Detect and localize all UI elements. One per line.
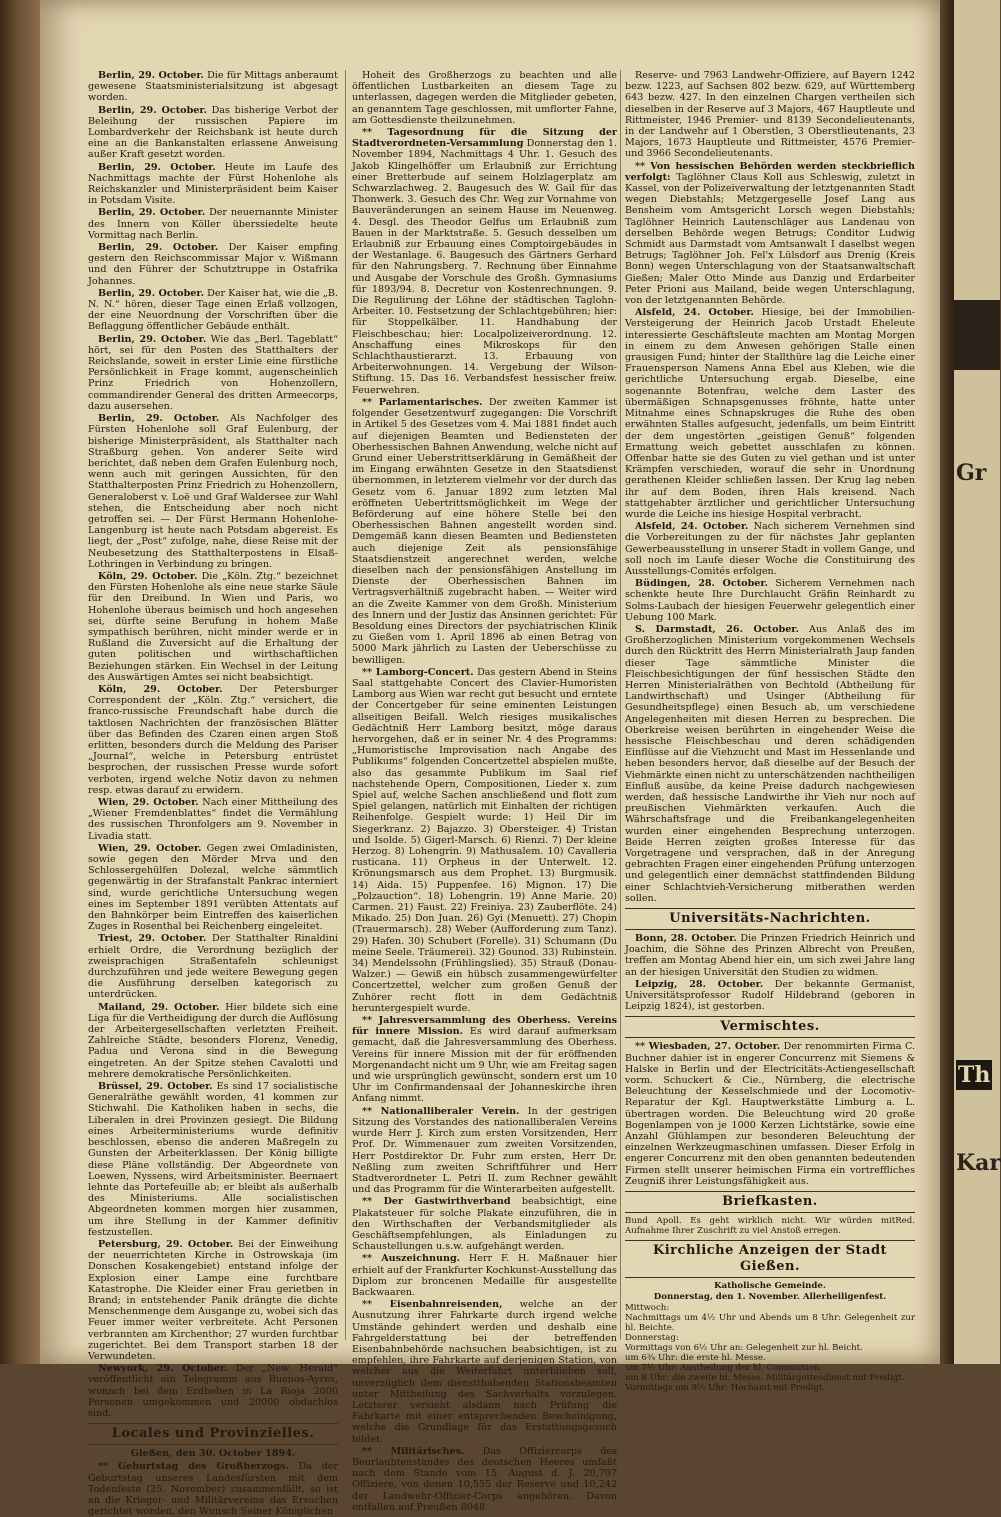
adjacent-ad-fragment: Gr	[956, 460, 987, 486]
article-lead: Berlin, 29. October.	[98, 104, 207, 116]
article-paragraph	[88, 162, 338, 207]
article-lead: ** Jahresversammlung des Oberhess. Vereins für innere Mission.	[352, 1015, 617, 1038]
column-3	[625, 70, 916, 1394]
article-paragraph	[88, 288, 338, 333]
article-paragraph	[88, 843, 338, 933]
article-lead: ** Geburtstag des Großherzogs.	[98, 1461, 289, 1473]
article-paragraph	[352, 70, 617, 126]
section-heading-locales: Locales und Provinzielles.	[88, 1423, 338, 1445]
article-lead: ** Der Gastwirthverband	[362, 1196, 511, 1208]
article-text: Der Statthalter Rinaldini erhielt Ordre, die Verordnung bezüglich der zweisprachigen Straßentafeln schleunigst durchzuführen und jede weitere Bewegung gegen die Ausführung derselben kategorisch zu unterdrücken.	[88, 933, 338, 1001]
article-paragraph	[88, 207, 338, 241]
article-lead: Petersburg, 29. October.	[98, 1238, 234, 1250]
article-paragraph	[352, 1446, 617, 1513]
article-paragraph	[352, 1299, 617, 1445]
article-paragraph	[88, 1363, 338, 1419]
kirche-line: um 8 Uhr: die zweite hl. Messe. Militärgottesdienst mit Predigt.	[625, 1373, 905, 1384]
article-paragraph	[88, 1081, 338, 1238]
article-text: Die für Mittags anberaumt gewesene Staatsministerialsitzung ist abgesagt worden.	[88, 70, 338, 104]
article-paragraph	[625, 933, 915, 978]
article-text: Reserve- und 7963 Landwehr-Offiziere, auf Bayern 1242 bezw. 1223, auf Sachsen 802 bezw. 629, auf Württemberg 643 bezw. 427. In den einzelnen Chargen vertheilen sich dieselben in der Reserve auf 3 Majors, 467 Hauptleute und Rittmeister, 1946 Premier- und 8139 Secondelieutenants, in der Landwehr auf 1 Oberstlen, 3 Oberstlieutenants, 23 Majors, 1673 Hauptleute und Rittmeister, 4576 Premier- und 3966 Secondelieutenants.	[625, 70, 915, 160]
article-text: Das gestern Abend in Steins Saal stattgehabte Concert des Clavier-Humoristen Lamborg aus Wien war recht gut besucht und erntete der Concertgeber für seine eminenten Leistungen allseitigen Beifall. Welch riesiges musikalisches Gedächtniß Herr Lamborg besitzt, möge daraus hervorgehen, daß er in seiner Nr. 4 des Programms: „Humoristische Improvisation nach Angabe des Publikums“ folgenden Concertzettel abspielen mußte, also das gesammte Publikum im Saal rief nachstehende Opern, Compositionen, Lieder x. zum Spiel auf, welche Sachen anschließend und flott zum Spiel gelangen, natürlich mit Einhalten der richtigen Reihenfolge. Gespielt wurde: 1) Heil Dir im Siegerkranz. 2) Bajazzo. 3) Obersteiger. 4) Tristan und Isolde. 5) Gigerl-Marsch. 6) Rienzi. 7) Der kleine Herzog. 8) Lohengrin. 9) Mathusalem. 10) Cavalleria rusticana. 11) Orpheus in der Unterwelt. 12. Krönungsmarsch aus dem Prophet. 13) Burgmusik. 14) Aida. 15) Puppenfee. 16) Mignon. 17) Die „Polzauction“. 18) Lohengrin. 19) Anne Marie. 20) Carmen. 21) Faust. 22) Freiniya. 23) Zauberflöte. 24) Mikado. 25) Don Juan. 26) Gyi (Menuett). 27) Chopin (Trauermarsch). 28) Weber (Aufforderung zum Tanz). 29) Hafen. 30) Schubert (Forelle). 31) Schumann (Du meine Seele. Träumerei). 32) Gounod. 33) Rubinstein. 34) Mendelssohn (Frühlingslied). 35) Strauß (Donau-Walzer.) — Gewiß ein hübsch zusammengewürfelter Concertzettel, welcher zum großen Genuß der Zuhörer recht flott in dem Gedächtniß heruntergespielt wurde.	[352, 666, 617, 1014]
article-lead: Bonn, 28. October.	[635, 933, 737, 945]
adjacent-ad-fragment-3: Kar	[956, 1150, 1001, 1176]
article-lead: ** Auszeichnung.	[362, 1253, 460, 1265]
article-paragraph	[352, 1015, 617, 1105]
kirche-sub: Donnerstag, den 1. November. Allerheiligenfest.	[653, 1292, 887, 1303]
kirche-sub: Katholische Gemeinde.	[714, 1281, 826, 1292]
column-1	[88, 70, 339, 1517]
article-paragraph	[88, 933, 338, 1000]
kirche-line: Nachmittags um 4½ Uhr und Abends um 8 Uhr: Gelegenheit zur hl. Beichte.	[625, 1313, 915, 1334]
article-paragraph	[88, 334, 338, 412]
article-paragraph	[625, 521, 915, 577]
dateline: Gießen, den 30. October 1894.	[130, 1448, 296, 1460]
article-text: Die „Köln. Ztg.“ bezeichnet den Fürsten Hohenlohe als eine neue starke Säule für den Dreibund. In Wien und Paris, wo Hohenlohe überaus beimisch und hoch angesehen sei, dürfte seine Berufung in hohem Maße sympathisch berühren, nicht minder werde er in Rußland die Zuversicht auf die Erhaltung der guten politischen und wirthschaftlichen Beziehungen stärken. Ein Wechsel in der Leitung des Auswärtigen Amtes sei nicht beabsichtigt.	[88, 570, 338, 683]
article-lead: Büdingen, 28. October.	[635, 578, 768, 590]
article-text: beabsichtigt, eine Plakatsteuer für solche Plakate einzuführen, die in den Wirthschaften der Verbandsmitglieder als Geschäftsempfehlungen, als Einladungen zu Schaustellungen u.s.w. aufgehängt werden.	[352, 1196, 617, 1253]
article-lead: Alsfeld, 24. October.	[635, 521, 749, 533]
article-text: Die Prinzen Friedrich Heinrich und Joachim, die Söhne des Prinzen Albrecht von Preußen, treffen am Montag Abend hier ein, um sich zwei Jahre lang an der hiesigen Universität den Studien zu widmen.	[625, 933, 915, 978]
article-lead: ** Parlamentarisches.	[362, 396, 483, 408]
article-text: Der renommirten Firma C. Buchner dahier ist in engerer Concurrenz mit Siemens & Halske in Berlin und der Electricitäts-Actiengesellschaft vorm. Schuckert & Cie., Nürnberg, die electrische Beleuchtung der Kesselschmiede und der Locomotiv-Reparatur der Kgl. Hauptwerkstätte Limburg a. L. übertragen worden. Die Beleuchtung wird 20 große Bogenlampen von je 1000 Kerzen Lichtstärke, sowie eine Anzahl Glühlampen zur besonderen Beleuchtung der einzelnen Werkzeugmaschinen umfassen. Dieser Erfolg in engerer Concurrenz mit den oben genannten bedeutenden Firmen stellt unserer heimischen Firma ein vortreffliches Zeugniß ihrer Leistungsfähigkeit aus.	[625, 1041, 916, 1187]
adjacent-page-edge	[954, 0, 1000, 1364]
kirche-line: Vormittags um 9½ Uhr: Hochamt mit Predigt.	[625, 1383, 826, 1394]
article-lead: Triest, 29. October.	[98, 933, 207, 945]
article-lead: ** Lamborg-Concert.	[362, 666, 474, 678]
article-text: Nach einer Mittheilung des „Wiener Fremdenblattes“ findet die Vermählung des russischen Thronfolgers am 9. November in Livadia statt.	[88, 797, 338, 842]
article-paragraph	[88, 684, 338, 796]
article-lead: ** Von hessischen Behörden werden steckbrieflich verfolgt:	[625, 160, 915, 183]
article-text: Es wird darauf aufmerksam gemacht, daß die Jahresversammlung des Oberhess. Vereins für innere Mission mit der für eröffnenden Morgenandacht nicht um 9 Uhr, wie am Freitag sagen und wie ursprünglich gewünscht, sondern erst um 10 Uhr im Confirmandensaal der Johanneskirche ihren Anfang nimmt.	[352, 1026, 617, 1105]
article-paragraph	[88, 105, 338, 161]
article-text: Nach sicherem Vernehmen sind die Vorbereitungen zu der für nächstes Jahr geplanten Gewerbeausstellung in unserer Stadt in vollem Gange, und soll noch im Laufe dieser Woche die Constituirung des Ausstellungs-Comités erfolgen.	[625, 521, 915, 577]
article-text: Aus Anlaß des im Großherzoglichen Ministerium vorgekommenen Wechsels durch den Rücktritt des Herrn Ministerialrath Jaup fanden dieser Tage sämmtliche Minister die Fleischbesichtigungen der fünf hessischen Städte den Herren Ministerialräthen von Bechtold (Abtheilung für Landwirthschaft) und Usinger (Abtheilung für Gesundheitspflege) einen Besuch ab, um verschiedene Angelegenheiten mit diesen Herren zu besprechen. Die Oberkreise weisen berührten in eingehender Weise die hessische Fleischbeschau und deren schädigenden Einflüsse auf die Viehzucht und Mast im Hessenlande und heben besonders hervor, daß dieselbe auf der Besuch der Viehmärkte einen nicht zu unterschätzenden nachtheiligen Einfluß ausübe, da keine Preise dadurch nachgewiesen werden, daß hessische Landwirthe ihr Vieh nur noch auf preußischen Viehmärkten verkaufen. Auch die Währschaftsfrage und die Freibankangelegenheiten wurden einer eingehenden Besprechung unterzogen. Beide Herren zeigten großes Interesse für das Vorgetragene und versprachen, daß in der Anregung gebrachten Fragen einer eingehenden Prüfung unterzogen und gelegentlich einer demnächst stattfindenden Bildung einer Schlachtvieh-Versicherung mitberathen werden sollen.	[625, 623, 915, 904]
adjacent-ad-fragment-2: Th	[958, 1062, 991, 1088]
article-lead: ** Wiesbaden, 27. October.	[635, 1041, 781, 1053]
section-heading-briefkasten: Briefkasten.	[625, 1191, 915, 1213]
article-text: Das Offiziercorps des Beurlaubtenstandes des deutschen Heeres umfaßt nach dem Stande vom 15. August d. J. 20,797 Offiziere, von denen 10,555 der Reserve und 10,242 der Landwehr-Offizier-Corps angehören. Davon entfallen auf Preußen 8048	[352, 1445, 617, 1513]
article-paragraph	[625, 1041, 915, 1187]
article-text: Der zweiten Kammer ist folgender Gesetzentwurf zugegangen: Die Vorschrift in Artikel 5 des Gesetzes vom 4. Mai 1881 findet auch auf diejenigen Beamten und Bediensteten der Oberhessischen Bahnen Anwendung, welche nicht auf Grund einer Ueberstrittserklärung in Gemäßheit der im Eingang erwähnten Gesetze in den Staatsdienst übernommen, in letzterem vielmehr vor der durch das Gesetz vom 6. Januar 1892 zum letzten Mal eröffneten Uebertrittsmöglichkeit im Wege der Beförderung auf eine höhere Stelle bei den Oberhessischen Bahnen angestellt worden sind. Demgemäß kann diesen Beamten und Bediensteten auch diejenige Zeit als pensionsfähige Staatsdienstzeit angerechnet werden, welche dieselben nach der pensionsfähigen Anstellung im Dienste der Oberhessischen Bahnen im Vertragsverhältniß zugebracht haben. — Weiter wird an die Zweite Kammer von dem Großh. Ministerium des Innern und der Justiz das Ansinnen gerichtet: Für Besoldung eines Directors der psychiatrischen Klinik zu Gießen vom 1. April 1896 ab einen Betrag von 5000 Mark jährlich zu Lasten der Ueberschüsse zu bewilligen.	[352, 396, 617, 666]
briefkasten-text: Bund Apoll. Es geht wirklich nicht. Wir würden mit Aufnahme Ihrer Zuschrift zu viel Anstoß erregen.	[625, 1216, 896, 1237]
article-lead: ** Militärisches.	[362, 1445, 465, 1457]
article-text: Der bekannte Germanist, Universitätsprofessor Rudolf Hildebrand (geboren in Leipzig 1824), ist gestorben.	[625, 978, 915, 1013]
kirche-line: Mittwoch:	[625, 1303, 670, 1314]
article-text: welche an der Ausnutzung ihrer Fahrkarte durch irgend welche Umstände gehindert werden und deshalb eine Fahrgelderstattung bei der betreffenden Eisenbahnbehörde nachsuchen beabsichtigen, ist zu empfehlen, ihre Fahrkarte auf derjenigen Station, von welcher aus die Weiterfahrt unterblieben soll, unverzüglich dem dienstthabenden Stationsbeamten unter Mittheilung des Sachverhalts vorzulegen. Letzterer versieht alsdann nach Prüfung die Fahrkarte mit einer entsprechenden Bescheinigung, welche die Grundlage für das Erstattungsgesuch bildet.	[352, 1299, 617, 1445]
article-text: Da der Geburtstag unseres Landesfürsten mit dem Todenfeste (25. November) zusammenfällt, so ist an die Krieger- und Militärvereine das Ersuchen gerichtet worden, den Wunsch Seiner Königlichen	[88, 1461, 338, 1517]
article-paragraph	[352, 1196, 617, 1252]
article-paragraph	[88, 797, 338, 842]
article-paragraph	[625, 979, 915, 1013]
article-paragraph	[352, 1253, 617, 1298]
article-text: Als Nachfolger des Fürsten Hohenlohe soll Graf Eulenburg, der bisherige Ministerpräsident, als Statthalter nach Straßburg gehen. Von anderer Seite wird berichtet, daß neben dem Grafen Eulenburg noch, wenn auch mit geringen Aussichten, für den Statthalterposten Prinz Friedrich zu Hohenzollern, Generaloberst v. Loë und Graf Waldersee zur Wahl stehen, die Entscheidung aber noch nicht getroffen sei. — Der Fürst Hermann Hohenlohe-Langenburg ist heute nach Potsdam abgereist. Es liegt, der „Post“ zufolge, nahe, diese Reise mit der Neubesetzung des Statthalterpostens in Elsaß-Lothringen in Verbindung zu bringen.	[88, 413, 338, 570]
article-paragraph	[352, 1106, 617, 1196]
article-paragraph	[88, 413, 338, 570]
article-lead: Berlin, 29. October.	[98, 287, 204, 299]
article-text: Hiesige, bei der Immobilien-Versteigerung der Heinrich Jacob Urstadt Eheleute interessierte Geschäftsleute machten am Montag Morgen in einem zu dem Anwesen gehörigen Stalle einen grausigen Fund; hinter der Stallthüre lag die Leiche einer Frauensperson Namens Anna Ebel aus Kleben, wie die gerichtliche Untersuchung ergab. Dieselbe, eine sogenannte Botenfrau, welche dem Laster des übermäßigen Schnapsgenusses fröhnte, hatte unter Mitnahme eines Schnapskruges die Ruhe des oben erwähnten Stalles aufgesucht, jedenfalls, um beim Eintritt der dem ungestörten „geistigen Genuß“ folgenden Ermattung weich gebettet ausschlafen zu können. Offenbar hatte sie des Guten zu viel gethan und ist unter Krämpfen verschieden, worauf die sehr in Unordnung gerathenen Kleider schließen lassen. Der Krug lag neben ihr auf dem Boden, ihren Hals kreisend. Nach stattgehabter ärztlicher und gerichtlicher Untersuchung wurde die Leiche ins hiesige Hospital verbracht.	[625, 307, 916, 520]
article-paragraph	[625, 70, 915, 160]
article-text: Der „New. Herald“ veröffentlicht ein Telegramm aus Buenos-Ayres, wonach bei dem Erdbeben in La Rioja 2000 Personen umgekommen und 20000 obdachlos sind.	[88, 1363, 338, 1419]
article-lead: Mailand, 29. October.	[98, 1001, 220, 1013]
article-paragraph	[352, 397, 617, 666]
article-lead: Berlin, 29. October.	[98, 413, 220, 425]
article-text: Wie das „Berl. Tageblatt“ hört, sei für den Posten des Statthalters der Reichslande, soweit in erster Linie eine fürstliche Persönlichkeit in Frage kommt, augenscheinlich Prinz Friedrich von Hohenzollern, commandirender General des dritten Armeecorps, dazu ausersehen.	[88, 333, 338, 412]
article-lead: Wien, 29. October.	[98, 797, 199, 808]
article-lead: Leipzig, 28. October.	[635, 978, 764, 990]
article-text: In der gestrigen Sitzung des Vorstandes des nationalliberalen Vereins wurde Herr J. Kirch zum ersten Vorsitzenden, Herr Prof. Dr. Wimmenauer zum zweiten Vorsitzenden, Herr Postdirektor Dr. Fuhr zum ersten, Herr Dr. Neßling zum zweiten Schriftführer und Herr Stadtverordneter L. Petri II. zum Rechner gewählt und das Programm für die Winterarbeiten aufgestellt.	[352, 1105, 617, 1196]
article-text: Bei der Einweihung der neuerrichteten Kirche in Ostrowskaja (im Donschen Kosakengebiet) entstand infolge der Explosion einer Lampe eine furchtbare Katastrophe. Die Kleider einer Frau gerietben in Brand; in entstehender Panik drängte die dichte Menschenmenge dem Ausgange zu, wobei sich das Feuer immer weiter verbreitete. Acht Personen verbrannten am Kirchenthor; 27 wurden furchtbar zugerichtet. Bei dem Transport starben 18 der Verwundeten.	[88, 1238, 339, 1362]
kirche-line: um 7½ Uhr: Austheilung der hl. Communion.	[625, 1363, 822, 1374]
book-gutter	[940, 0, 954, 1364]
column-2	[352, 70, 617, 1513]
briefkasten-entry	[625, 1216, 915, 1236]
article-text: Der Kaiser empfing gestern den Reichscommissar Major v. Wißmann und den Führer der Schutztruppe in Ostafrika Johannes.	[88, 242, 338, 287]
article-paragraph	[625, 624, 915, 904]
article-text: Gegen zwei Omladinisten, sowie gegen den Mörder Mrva und den Schlossergehülfen Dolezal, welche sämmtlich gegenwärtig in der Strafanstalt Pankrac interniert sind, wurde gerichtliche Untersuchung wegen eines im September 1891 verübten Attentats auf den Bahnkörper beim Eintreffen des kaiserlichen Zuges in Rosenthal bei Reichenberg eingeleitet.	[88, 842, 338, 933]
article-paragraph	[625, 307, 915, 520]
article-paragraph	[88, 1002, 338, 1080]
article-text: Der neuernannte Minister des Innern von Köller überssiedelte heute Vormittag nach Berlin.	[88, 207, 338, 241]
section-heading-kirche: Kirchliche Anzeigen der Stadt Gießen.	[625, 1240, 915, 1278]
article-lead: ** Eisenbahnreisenden,	[362, 1299, 503, 1311]
article-paragraph	[88, 571, 338, 683]
article-text: Taglöhner Claus Koll aus Schleswig, zuletzt in Kassel, von der Polizeiverwaltung der letztgenannten Stadt wegen Diebstahls; Metzgergeselle Josef Lang aus Bensheim vom Amtsgericht Lorsch wegen Diebstahls; Taglöhner Heinrich Lautenschläger aus Landenau von derselben Behörde wegen Betrugs; Conditor Ludwig Schmidt aus Darmstadt vom Amtsanwalt I daselbst wegen Betrugs; Taglöhner Joh. Fel'x Lülsdorf aus Drenig (Kreis Bonn) wegen Unterschlagung von der Staatsanwaltschaft Gießen; Maler Otto Minde aus Danzig und Erdarbeiter Peter Prioni aus Mailand, beide wegen Unterschlagung, von der letztgenannten Behörde.	[625, 171, 915, 307]
section-heading-universitaet: Universitäts-Nachrichten.	[625, 908, 915, 930]
article-lead: Berlin, 29. October.	[98, 161, 216, 173]
article-lead: Berlin, 29. October.	[98, 207, 206, 219]
article-text: Heute im Laufe des Nachmittags machte der Fürst Hohenlohe als Reichskanzler und Ministerpräsident beim Kaiser in Potsdam Visite.	[88, 161, 338, 207]
book-spine-left	[0, 0, 40, 1364]
article-paragraph	[625, 161, 915, 307]
article-lead: ** Tagesordnung für die Sitzung der Stadtverordneten-Versammlung	[352, 127, 617, 150]
article-paragraph	[88, 242, 338, 287]
article-text: Herr F. H. Maßnauer hier erhielt auf der Frankfurter Kochkunst-Ausstellung das Diplom zur broncenen Medaille für ausgestellte Backwaaren.	[352, 1253, 617, 1298]
column-rule	[345, 70, 346, 1340]
article-text: Donnerstag den 1. November 1894, Nachmittags 4 Uhr. 1. Gesuch des Jakob Klingelhöffer um Erlaubniß zur Errichtung einer Bretterbude auf seinem Holzlagerplatz am Schwarzlachweg. 2. Baugesuch des W. Gail für das Thonwerk. 3. Gesuch des Chr. Weg zur Vornahme von Bauveränderungen an seinem Hause im Neuenweg. 4. Desgl. des Theodor Gelfus um Erlaubniß zum Bauen in der Marktstraße. 5. Gesuch desselben um Erlaubniß zur Erbauung eines Comptoirgebäudes in der Westanlage. 6. Baugesuch des Gärtners Gerhard für den Nahrungsberg. 7. Rechnung über Einnahme und Ausgabe der Vorschule des Großh. Gymnasiums für 1893/94. 8. Decretur von Kostenrechnungen. 9. Die Regulirung der Löhne der städtischen Taglohn-Arbeiter. 10. Festsetzung der Schlachtgebühren; hier: für Stoppelkälber. 11. Handhabung der Fleischbeschau; hier: Localpolizeiverordnung. 12. Anschaffung eines Mikroskops für den Schlachthaustierarzt. 13. Erbauung von Arbeiterwohnungen. 14. Vergebung der Wilson-Stiftung. 15. Das 16. Verbandsfest hessischer freiw. Feuerwehren.	[352, 138, 617, 396]
article-text: Das bisherige Verbot der Beleihung der russischen Papiere im Lombardverkehr der Reichsbank ist heute durch eine an die Bankanstalten erlassene Anweisung außer Kraft gesetzt worden.	[88, 104, 338, 161]
article-lead: ** Nationalliberaler Verein.	[362, 1105, 520, 1117]
article-text: Sicherem Vernehmen nach schenkte heute Ihre Durchlaucht Gräfin Reinhardt zu Solms-Laubach der hiesigen Feuerwehr gelegentlich einer Uebung 100 Mark.	[625, 578, 915, 623]
article-paragraph	[625, 578, 915, 623]
article-lead: Alsfeld, 24. October.	[635, 307, 754, 319]
article-lead: Köln, 29. October.	[98, 683, 223, 695]
column-rule	[620, 70, 621, 1340]
article-text: Der Kaiser hat, wie die „B. N. N.“ hören, dieser Tage einen Erlaß vollzogen, der eine Neuordnung der Vorschriften über die Beflaggung öffentlicher Gebäude enthält.	[88, 287, 338, 333]
article-lead: Brüssel, 29. October.	[98, 1081, 213, 1093]
section-heading-vermischtes: Vermischtes.	[625, 1016, 915, 1038]
article-lead: Berlin, 29. October.	[98, 70, 204, 81]
article-lead: Berlin, 29. October.	[98, 333, 207, 345]
article-text: Es sind 17 socialistische Generalräthe gewählt worden, 41 kommen zur Stichwahl. Die Katholiken haben in sechs, die Liberalen in drei Provinzen gesiegt. Die Bildung eines Arbeiterministeriums wurde definitiv beschlossen, ebenso die anderen Maßregeln zu Gunsten der Arbeiterklassen. Der König billigte diese Pläne vollständig. Der Abgeordnete von Loewen, Nyssens, wird Arbeitsminister. Beernaert lehnte das Portefeuille ab; er bleibt als außerhalb des Ministeriums. Alle socialistischen Abgeordneten kommen morgen hier zusammen, um ihre Stellung in der Kammer definitiv festzustellen.	[88, 1081, 338, 1238]
briefkasten-sign: Red.	[895, 1216, 915, 1227]
article-lead: Newyork, 29. October.	[98, 1363, 228, 1375]
article-text: Der Petersburger Correspondent der „Köln. Ztg.“ versichert, die franco-russische Freundschaft habe durch die taktlosen Nachrichten der französischen Blätter über das Befinden des Czaren einen argen Stoß erlitten, besonders durch die Meldung des Pariser „Journal“, welche in Petersburg entrüstet besprochen, der russischen Presse wurde sofort verboten, irgend welche Notiz davon zu nehmen resp. etwas darauf zu erwidern.	[88, 683, 338, 796]
article-lead: S. Darmstadt, 26. October.	[635, 623, 799, 635]
article-text: Hier bildete sich eine Liga für die Vertheidigung der durch die Auflösung der Arbeitergesellschaften verletzten Freiheit. Zahlreiche Städte, besonders Florenz, Venedig, Padua und Verona sind in die Bewegung eingetreten. An der Spitze stehen Cavalotti und mehrere demokratische Persönlichkeiten.	[88, 1001, 338, 1080]
kirche-line: um 6¾ Uhr: die erste hl. Messe.	[625, 1353, 766, 1364]
adjacent-dark-ad	[954, 300, 1000, 370]
article-paragraph	[88, 70, 338, 104]
article-lead: Wien, 29. October.	[98, 842, 202, 854]
article-paragraph	[88, 1239, 338, 1362]
article-paragraph	[352, 667, 617, 1014]
kirche-line: Vormittags von 6½ Uhr an: Gelegenheit zur hl. Beicht.	[625, 1343, 863, 1354]
article-paragraph	[352, 127, 617, 396]
article-text: Hoheit des Großherzogs zu beachten und alle öffentlichen Lustbarkeiten an diesem Tage zu unterlassen, dagegen werden die Mitglieder gebeten, an genanntem Tage geschlossen, mit umflorter Fahne, am Gottesdienste theilzunehmen.	[352, 70, 617, 126]
article-lead: Köln, 29. October.	[98, 570, 198, 582]
article-paragraph	[88, 1461, 338, 1517]
article-lead: Berlin, 29. October.	[98, 242, 219, 254]
kirche-line: Donnerstag:	[625, 1333, 679, 1344]
